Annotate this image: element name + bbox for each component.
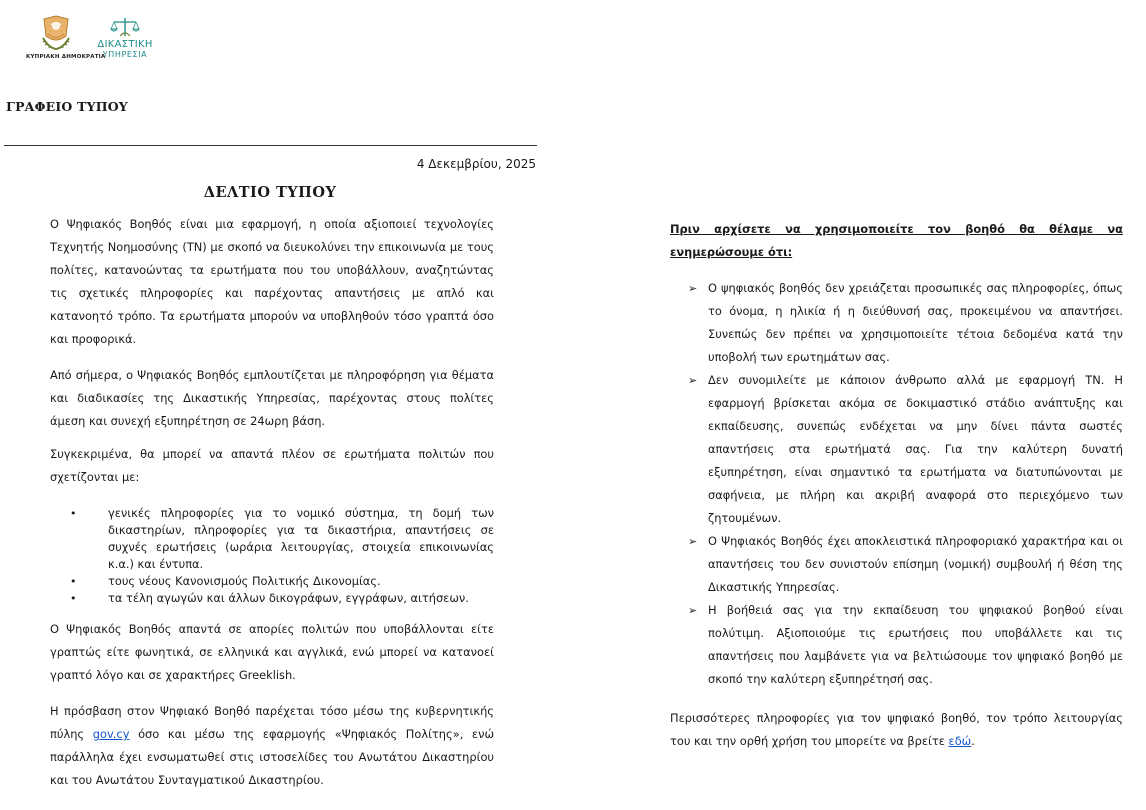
bullet-icon: • (70, 592, 77, 605)
arrow-bullet-icon: ➢ (688, 374, 698, 387)
judicial-service-logo (96, 16, 154, 60)
list-item-text: Ο Ψηφιακός Βοηθός έχει αποκλειστικά πληροφοριακό χαρακτήρα και οι απαντήσεις του δεν συνιστούν επίσημη (νομική) συμβουλή ή θέση της Δικαστικής Υπηρεσίας. (708, 534, 1123, 594)
notice-heading (670, 218, 1123, 264)
paragraph-more-info (670, 707, 1123, 753)
cyprus-republic-logo (26, 14, 106, 60)
list-item (50, 590, 494, 607)
list-item (670, 599, 1123, 691)
page-title: ΔΕΛΤΙΟ ΤΥΠΟΥ (203, 184, 337, 201)
paragraph-languages: Ο Ψηφιακός Βοηθός απαντά σε απορίες πολιτών που υποβάλλονται είτε γραπτώς είτε φωνητικά, σε ελληνικά και αγγλικά, ενώ μπορεί να κατανοεί γραπτό λόγο και σε χαρακτήρες Greeklish. (50, 622, 494, 682)
list-item-text: γενικές πληροφορίες για το νομικό σύστημα, τη δομή των δικαστηρίων, πληροφορίες για τα δικαστήρια, απαντήσεις σε συχνές ερωτήσεις (ωράρια λειτουργίας, στοιχεία επικοινωνίας κ.α.) και έντυπα. (108, 506, 494, 571)
arrow-bullet-icon: ➢ (688, 604, 698, 617)
logo-text-line2: ΥΠΗΡΕΣΙΑ (102, 50, 148, 59)
notice-heading-line1: Πριν αρχίσετε να χρησιμοποιείτε τον βοηθό θα θέλαμε να (670, 222, 1123, 236)
list-item-text: Ο ψηφιακός βοηθός δεν χρειάζεται προσωπικές σας πληροφορίες, όπως το όνομα, η ηλικία ή η διεύθυνσή σας, προκειμένου να απαντήσει. Συνεπώς δεν πρέπει να χρησιμοποιείτε τέτοια δεδομένα κατά την υποβολή των ερωτημάτων σας. (708, 281, 1123, 364)
gov-cy-link[interactable]: gov.cy (92, 727, 130, 741)
here-link[interactable]: εδώ (948, 734, 972, 748)
office-label: ΓΡΑΦΕΙΟ ΤΥΠΟΥ (6, 99, 128, 114)
access-text-before: Η πρόσβαση στον Ψηφιακό Βοηθό παρέχεται τόσο μέσω της κυβερνητικής πύλης (50, 704, 494, 741)
notice-list (670, 277, 1123, 697)
paragraph-intro: Ο Ψηφιακός Βοηθός είναι μια εφαρμογή, η οποία αξιοποιεί τεχνολογίες Τεχνητής Νοημοσύνης (ΤΝ) με σκοπό να διευκολύνει την επικοινωνία με τους πολίτες, κατανοώντας τα ερωτήματα που του υποβάλλουν, αναζητώντας τις σχετικές πληροφορίες και παρέχοντας απαντήσεις με απλό και κατανοητό τρόπο. Τα ερωτήματα μπορούν να υποβληθούν τόσο γραπτά όσο και προφορικά. (50, 217, 494, 346)
list-item (50, 505, 494, 573)
list-item (670, 277, 1123, 369)
logo-text-line1: ΔΙΚΑΣΤΙΚΗ (97, 39, 153, 50)
more-info-end: . (971, 734, 975, 748)
list-item-text: Δεν συνομιλείτε με κάποιον άνθρωπο αλλά με εφαρμογή ΤΝ. Η εφαρμογή βρίσκεται ακόμα σε δοκιμαστικό στάδιο ανάπτυξης και εκπαίδευσης, συνεπώς ενδέχεται να μην δίνει πάντα σωστές απαντήσεις στα ερωτήματά σας. Για την καλύτερη δυνατή εξυπηρέτηση, είναι σημαντικό τα ερωτήματα να διατυπώνονται με σαφήνεια, με πλήρη και ακριβή αναφορά στο περιεχόμενο των ζητουμένων. (708, 373, 1123, 525)
logo-caption: ΚΥΠΡΙΑΚΗ ΔΗΜΟΚΡΑΤΙΑ (26, 54, 106, 60)
arrow-bullet-icon: ➢ (688, 535, 698, 548)
list-item (670, 369, 1123, 530)
list-item-text: τα τέλη αγωγών και άλλων δικογράφων, εγγράφων, αιτήσεων. (108, 591, 469, 605)
release-date: 4 Δεκεμβρίου, 2025 (416, 157, 536, 171)
access-text-after: όσο και μέσω της εφαρμογής «Ψηφιακός Πολίτης», ενώ παράλληλα έχει ενσωματωθεί στις ιστοσελίδες του Ανωτάτου Δικαστηρίου και του Ανωτάτου Συνταγματικού Δικαστηρίου. (50, 727, 494, 787)
list-item-text: Η βοήθειά σας για την εκπαίδευση του ψηφιακού βοηθού είναι πολύτιμη. Αξιοποιούμε τις ερωτήσεις που υποβάλλετε και τις απαντήσεις που λαμβάνετε για να βελτιώσουμε τον ψηφιακό βοηθό με σκοπό την καλύτερη εξυπηρέτησή σας. (708, 603, 1123, 686)
arrow-bullet-icon: ➢ (688, 282, 698, 295)
paragraph-access (50, 700, 494, 792)
notice-heading-line2: ενημερώσουμε ότι: (670, 245, 793, 259)
more-info-text: Περισσότερες πληροφορίες για τον ψηφιακό βοηθό, τον τρόπο λειτουργίας του και την ορθή χρήση του μπορείτε να βρείτε (670, 711, 1123, 748)
header-divider (4, 145, 537, 146)
bullet-icon: • (70, 575, 77, 588)
paragraph-specifically: Συγκεκριμένα, θα μπορεί να απαντά πλέον σε ερωτήματα πολιτών που σχετίζονται με: (50, 447, 494, 484)
bullet-icon: • (70, 507, 77, 520)
list-item (50, 573, 494, 590)
list-item-text: τους νέους Κανονισμούς Πολιτικής Δικονομίας. (108, 574, 381, 588)
cyprus-emblem-icon (39, 14, 73, 52)
scales-of-justice-icon (108, 16, 142, 38)
topics-list (50, 505, 494, 605)
list-item (670, 530, 1123, 599)
paragraph-today: Από σήμερα, ο Ψηφιακός Βοηθός εμπλουτίζεται με πληροφόρηση για θέματα και διαδικασίες της Δικαστικής Υπηρεσίας, παρέχοντας στους πολίτες άμεση και συνεχή εξυπηρέτηση σε 24ωρη βάση. (50, 368, 494, 428)
